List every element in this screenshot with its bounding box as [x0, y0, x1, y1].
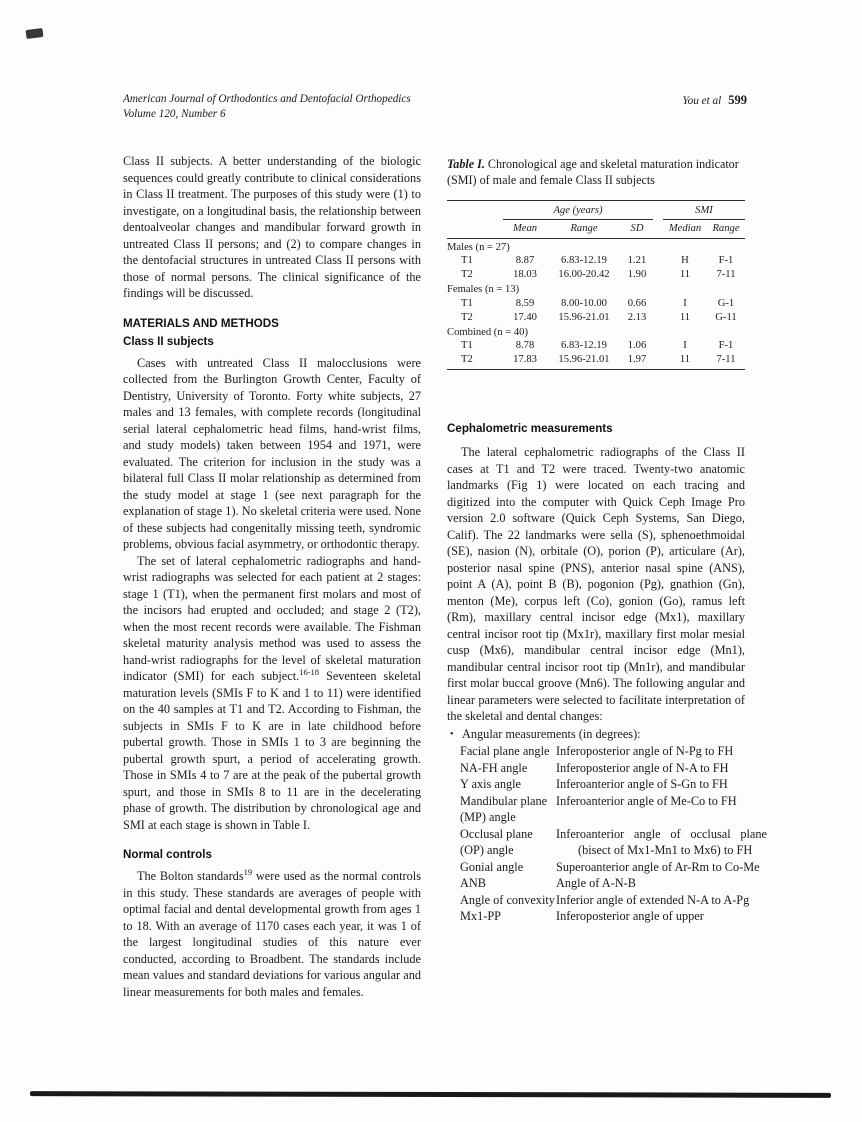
heading-class2-subjects: Class II subjects [123, 334, 214, 348]
paragraph-intro: Class II subjects. A better understanding of the biologic sequences could greatly contribute to clinical considerations in Class II treatment. The purposes of this study were (1) to investigate, on a longitudinal basis, the relationship between dentoalveolar changes and mandibular forward growth in untreated Class II persons; and (2) to compare changes in the dentofacial structures in untreated Class II persons with those of normal persons. The clinical significance of the findings will be discussed. [123, 154, 421, 300]
table-colgroup-smi: SMI [663, 201, 745, 220]
definition-row [447, 908, 745, 925]
definition-text: Inferoanterior angle of Me-Co to FH [556, 793, 737, 808]
table-cell: 7-11 [707, 353, 745, 370]
table-cell-empty [653, 220, 663, 239]
table-row [447, 353, 745, 370]
table-cell-empty [653, 201, 663, 220]
table-cell: G-11 [715, 311, 737, 323]
two-column-body [123, 153, 767, 1000]
table-row [447, 268, 745, 282]
table-cell: H [681, 255, 689, 266]
table-header-sd: SD [621, 220, 653, 239]
table-cell: 6.83-12.19 [561, 255, 607, 266]
table-cell: 11 [663, 353, 707, 370]
definition-text: Angle of A-N-B [556, 876, 636, 890]
table-cell: 17.40 [513, 311, 537, 323]
table-1-caption-label: Table I. [447, 157, 485, 171]
paragraph-text-segment: The Bolton standards [137, 869, 244, 883]
bullet-icon: • [450, 728, 454, 740]
table-row [447, 254, 745, 268]
scan-artifact-bottom-line [30, 1091, 831, 1098]
table-cell: 1.97 [621, 353, 653, 370]
table-header-range: Range [547, 220, 621, 239]
table-row [447, 324, 745, 339]
table-cell: G-1 [717, 297, 735, 309]
table-cell: 17.83 [503, 353, 547, 370]
table-cell: 2.13 [627, 311, 647, 323]
paragraph-text-segment: were used as the normal controls in this study. These standards are averages of people with optimal facial and dental developmental growth from ages 1 to 18. With an average of 1170 cases each year, it was 1 of the largest longitudinal studies of this nature ever conducted, according to Broadbent. The standards include mean values and standard deviations for various angular and linear measurements for both males and females. [123, 869, 421, 999]
bullet-text: Angular measurements (in degrees): [462, 726, 641, 741]
table-cell: 1.21 [627, 255, 647, 266]
definition-row [447, 826, 767, 859]
table-group-label: Combined (n = 40) [447, 326, 529, 338]
definition-row [447, 776, 745, 793]
bullet-angular-measurements [447, 726, 745, 744]
definition-text: Inferoposterior angle of N-A to FH [556, 760, 729, 775]
table-cell: 8.78 [515, 340, 535, 351]
table-cell: I [683, 297, 687, 309]
definition-row [447, 859, 760, 876]
citation-ref-19: 19 [243, 866, 253, 877]
table-cell: 0.66 [627, 297, 647, 309]
table-cell: T1 [461, 255, 473, 266]
table-cell: 15.96-21.01 [547, 353, 621, 370]
table-cell: 6.83-12.19 [561, 340, 607, 351]
journal-title: American Journal of Orthodontics and Dentofacial Orthopedics [123, 93, 411, 105]
definition-text: Superoanterior angle of Ar-Rm to Co-Me [556, 859, 760, 874]
table-1 [447, 157, 745, 370]
paragraph-text-segment: The set of lateral cephalometric radiographs and hand-wrist radiographs was selected for each patient at 2 stages: stage 1 (T1), when the permanent first molars and most of the incisors had erupted and occluded; and stage 2 (T2), when the most recent records were available. The Fishman skeletal maturity analysis method was used to assess the hand-wrist radiographs for the level of skeletal maturation indicator (SMI) for each subject. [123, 553, 421, 683]
definition-term: Y axis angle [460, 777, 522, 791]
table-cell: 1.06 [627, 340, 647, 351]
table-row [447, 239, 745, 254]
table-row [447, 310, 745, 324]
definition-term: Mx1-PP [460, 909, 502, 923]
definition-list [447, 743, 767, 925]
table-cell-empty [653, 254, 663, 268]
heading-normal-controls: Normal controls [123, 848, 212, 861]
definition-row [447, 760, 745, 777]
table-1-grid [447, 200, 745, 370]
table-cell: 8.87 [515, 255, 535, 266]
table-1-caption [447, 157, 745, 188]
table-row [447, 339, 745, 353]
table-cell-empty [447, 201, 503, 220]
table-row [447, 201, 745, 220]
table-colgroup-age: Age (years) [503, 201, 653, 220]
table-cell: T2 [461, 311, 473, 323]
running-head-authors: You et al [682, 95, 722, 107]
definition-text: Inferoanterior angle of occlusal plane (bisect of Mx1-Mn1 to Mx6) to FH [556, 826, 767, 857]
paragraph-cases: Cases with untreated Class II malocclusions were collected from the Burlington Growth Center, Faculty of Dentistry, University of Toronto. Forty white subjects, 27 males and 13 females, with complete records (longitudinal serial lateral cephalometric head films, hand-wrist films, and study models) taken between 1954 and 1971, were evaluated. The criterion for inclusion in the study was a bilateral full Class II molar relationship as determined from the study model at stage 1 (see next paragraph for the explanation of stage 1). No skeletal criteria were used. None of these subjects had congenitally missing teeth, syndromic problems, obvious facial asymmetry, or orthodontic therapy. [123, 355, 421, 551]
definition-term: ANB [460, 876, 486, 890]
heading-cephalometric-measurements: Cephalometric measurements [447, 422, 613, 435]
definition-term: NA-FH angle [460, 760, 528, 775]
definition-term: Angle of convexity [460, 892, 555, 907]
table-cell: T2 [461, 269, 473, 280]
table-cell: 1.90 [627, 269, 647, 280]
definition-text: Inferoanterior angle of S-Gn to FH [556, 777, 728, 791]
table-cell: T2 [447, 353, 503, 370]
definition-row [447, 743, 745, 760]
paragraph-text-segment: Seventeen skeletal maturation levels (SMIs F to K and 1 to 11) were identified on the 40 samples at T1 and T2. According to Fishman, the subjects in SMIs F to K are in late childhood before pubertal growth. Those in SMIs 1 to 3 are beginning the pubertal growth spurt, a period of accelerating growth. Those in SMIs 4 to 7 are at the peak of the pubertal growth spurt, and those in SMIs 8 to 11 are in the decelerating phase of growth. The distribution by chronological age and SMI at each stage is shown in Table I. [123, 669, 421, 832]
journal-issue: Volume 120, Number 6 [123, 107, 226, 120]
right-column [447, 153, 767, 1000]
table-row [447, 220, 745, 239]
definition-row [447, 793, 745, 826]
table-cell: 8.59 [515, 297, 535, 309]
definition-row [447, 892, 750, 909]
table-cell: 15.96-21.01 [558, 311, 610, 323]
paragraph-stages [123, 553, 421, 834]
table-cell-empty [653, 339, 663, 353]
definition-text: Inferoposterior angle of N-Pg to FH [556, 744, 734, 758]
heading-materials-and-methods: MATERIALS AND METHODS [123, 316, 279, 330]
table-group-label: Males (n = 27) [447, 241, 510, 253]
citation-ref-16-18: 16-18 [299, 666, 320, 677]
table-1-caption-text: Chronological age and skeletal maturation indicator (SMI) of male and female Class II subjects [447, 157, 739, 187]
table-header-mean: Mean [503, 220, 547, 239]
definition-text: Inferior angle of extended N-A to A-Pg [556, 892, 750, 907]
running-head [123, 92, 747, 121]
page-number: 599 [728, 93, 747, 107]
page-info [682, 92, 747, 109]
journal-info [123, 92, 411, 121]
definition-term: Facial plane angle [460, 744, 550, 758]
table-row [447, 282, 745, 297]
definition-term: Gonial angle [460, 859, 524, 874]
definition-text: Inferoposterior angle of upper [556, 909, 704, 923]
table-cell: I [683, 340, 687, 351]
table-cell: 18.03 [513, 269, 537, 280]
left-column [123, 153, 421, 1000]
table-cell: F-1 [718, 255, 734, 266]
table-cell: 8.00-10.00 [561, 297, 607, 309]
table-cell-empty [653, 268, 663, 282]
paragraph-bolton [123, 868, 421, 1000]
definition-term: Mandibular plane (MP) angle [460, 793, 548, 824]
table-cell: F-1 [718, 340, 734, 351]
definition-row [447, 875, 745, 892]
scan-artifact-corner [26, 28, 44, 39]
table-cell: T1 [461, 340, 473, 351]
table-cell-empty [447, 220, 503, 239]
table-cell: 16.00-20.42 [558, 269, 610, 280]
table-header-median: Median [663, 220, 707, 239]
paragraph-cephalometric: The lateral cephalometric radiographs of the Class II cases at T1 and T2 were traced. Twenty-two anatomic landmarks (Fig 1) were located on each tracing and digitized into the computer with Quick Ceph Image Pro version 2.0 software (Quick Ceph Systems, San Diego, Calif). The 22 landmarks were sella (S), sphenoethmoidal (SE), nasion (N), orbitale (O), porion (P), articulare (Ar), posterior nasal spine (PNS), anterior nasal spine (ANS), point A (A), point B (B), pogonion (Pg), gnathion (Gn), menton (Me), corpus left (Co), gonion (Go), ramus left (Rm), maxillary central incisor edge (Mx1), maxillary central incisor root tip (Mx1r), maxillary first molar mesial cusp (Mx6), mandibular central incisor edge (Mn1), mandibular central incisor root tip (Mn1r), and mandibular first molar buccal groove (Mn6). The following angular and linear parameters were selected to facilitate interpretation of the skeletal and dental changes: [447, 445, 745, 723]
table-cell-empty [653, 310, 663, 324]
table-cell: 11 [679, 311, 691, 323]
table-header-smi-range: Range [707, 220, 745, 239]
table-row [447, 296, 745, 310]
definition-term: Occlusal plane (OP) angle [460, 826, 533, 857]
table-cell-empty [653, 296, 663, 310]
table-cell: T1 [461, 297, 473, 309]
table-cell: 7-11 [716, 269, 736, 280]
table-cell: 11 [679, 269, 691, 280]
table-cell-empty [653, 353, 663, 370]
table-group-label: Females (n = 13) [447, 284, 520, 295]
